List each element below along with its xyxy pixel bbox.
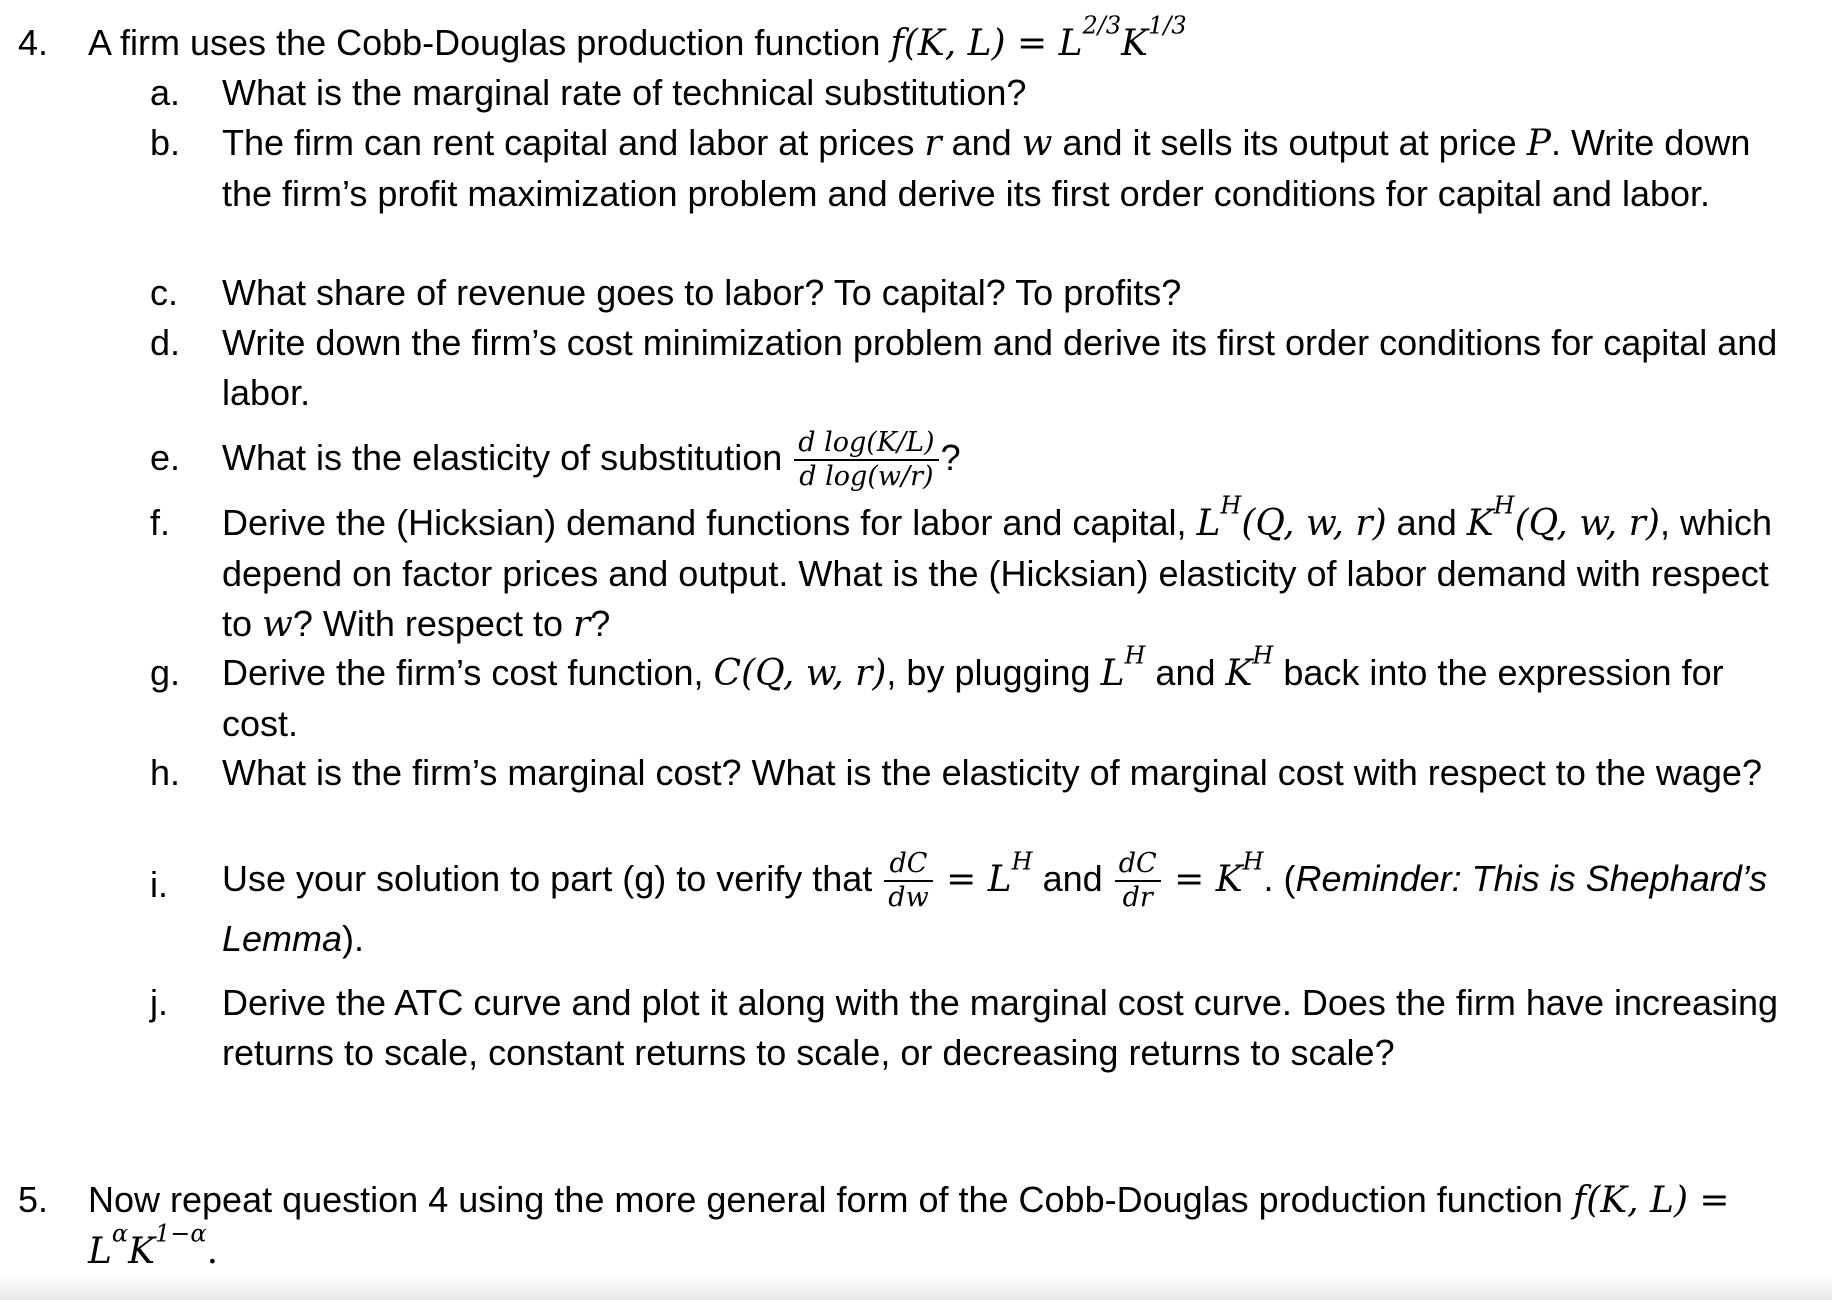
part-c [150, 268, 1790, 318]
part-text: The firm can rent capital and labor at prices r and w and it sells its output at price P. Write down the firm’s profit maximization problem and derive its first order conditions for capital and labor. [222, 122, 1751, 214]
part-label: h. [150, 752, 181, 793]
bottom-edge-shadow [0, 1276, 1832, 1300]
part-label: i. [150, 864, 168, 905]
question-4-intro [88, 11, 1808, 69]
part-e [150, 418, 1790, 498]
part-text: Derive the firm’s cost function, C(Q, w, r), by plugging $L^H$ and $K^H$ back into the expression for cost. [222, 641, 1724, 744]
part-label: c. [150, 272, 179, 313]
part-g [150, 641, 1790, 748]
part-h [150, 748, 1790, 848]
part-text: Write down the firm’s cost minimization problem and derive its first order conditions for capital and labor. [222, 322, 1778, 413]
part-label: a. [150, 72, 181, 113]
elasticity-fraction: $\frac{\text{d log(K/L)}}{\text{d log(w/r)}}$ [794, 427, 938, 493]
part-b [150, 118, 1790, 268]
dc-dr-fraction: $\frac{dC}{dr}$ [1115, 848, 1161, 914]
part-text: Derive the ATC curve and plot it along with the marginal cost curve. Does the firm have increasing returns to scale, constant returns to scale, or decreasing returns to scale? [222, 982, 1779, 1073]
dc-dw-fraction: $\frac{dC}{dw}$ [884, 848, 932, 914]
intro-text: A firm uses the Cobb-Douglas production function [88, 22, 881, 63]
part-label: e. [150, 437, 181, 478]
general-production-function: f(K, $L) = L^\alpha K^{1-\alpha}$. [88, 1180, 1730, 1272]
part-text: What is the marginal rate of technical substitution? [222, 72, 1027, 113]
part-label: j. [150, 982, 168, 1023]
part-text: What is the firm’s marginal cost? What is the elasticity of marginal cost with respect to the wage? [222, 752, 1762, 793]
part-j [150, 978, 1790, 1078]
part-label: f. [150, 502, 171, 543]
question-4 [18, 11, 1808, 69]
part-text: Derive the (Hicksian) demand functions for labor and capital, $L^H(Q$, w, r) and $K^H(Q$, w, r), which depend on factor prices and output. What is the (Hicksian) elasticity of labor demand with respect to w? With respect to r? [222, 491, 1772, 645]
question-5 [18, 1175, 1808, 1277]
part-i [150, 848, 1790, 978]
part-d [150, 318, 1790, 418]
part-a [150, 68, 1790, 118]
part-text: What share of revenue goes to labor? To capital? To profits? [222, 272, 1182, 313]
part-label: b. [150, 122, 181, 163]
part-f [150, 491, 1790, 648]
part-text: What is the elasticity of substitution $\frac{\text{d log(K/L)}}{\text{d log(w/r)}}$ ? [222, 427, 961, 493]
part-label: g. [150, 652, 181, 693]
question-number: 5. [18, 1179, 49, 1220]
question-number: 4. [18, 22, 49, 63]
question-5-text: Now repeat question 4 using the more general form of the Cobb-Douglas production function f(K, $L) = L^\alpha K^{1-\alpha}$. [88, 1179, 1730, 1272]
question-4-parts [150, 68, 1790, 1078]
part-text: Use your solution to part (g) to verify that $\frac{dC}{dw}$ = $L^H$ and $\frac{dC}{dr}$ = $K^H$. (Reminder: This is Shephard’s Lemma). [222, 846, 1768, 959]
part-label: d. [150, 322, 181, 363]
production-function: f(K, $L) = L^{2/3}K^{1/3}$ [890, 11, 1187, 64]
